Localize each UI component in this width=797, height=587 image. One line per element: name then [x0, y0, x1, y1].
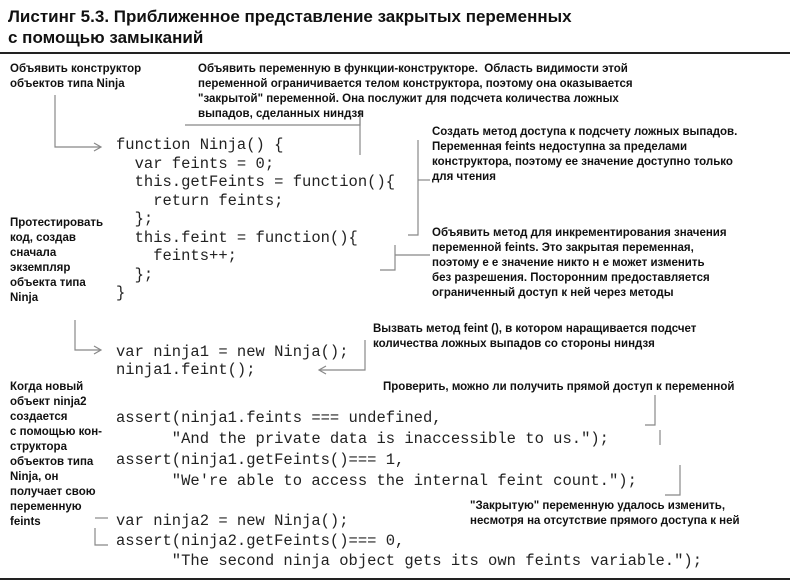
annotation-call-feint: Вызвать метод feint (), в котором наращивается подсчет количества ложных выпадов со стороны ниндзя — [373, 323, 697, 350]
annotation-declare-variable: Объявить переменную в функции-конструкторе. Область видимости этой переменной ограничивается телом конструктора, поэтому она оказывается "закрытой" переменной. Она послужит для подсчета количества ложных выпадов, сделанных ниндзя — [198, 63, 633, 120]
code-create-ninja1-block: var ninja1 = new Ninja(); ninja1.feint(); — [116, 343, 349, 379]
code-assert-block: assert(ninja1.feints === undefined, "And the private data is inaccessible to us."); assert(ninja1.getFeints()=== 1, "We're able to access the internal feint count."); — [116, 409, 637, 490]
annotation-new-ninja2: Когда новый объект ninja2 создается с помощью кон- структора объектов типа Ninja, он получает свою переменную feints — [10, 381, 102, 528]
listing-title-line-1: Листинг 5.3. Приближенное представление закрытых переменных — [8, 7, 572, 26]
code-ninja2-block: var ninja2 = new Ninja(); assert(ninja2.getFeints()=== 0, "The second ninja object gets its own feints variable."); — [116, 512, 702, 570]
annotation-increment-method: Объявить метод для инкрементирования значения переменной feints. Это закрытая переменная, поэтому е е значение никто н е может изменить без разрешения. Посторонним предоставляется ограниченный доступ к ней через методы — [432, 227, 727, 299]
annotation-check-direct-access: Проверить, можно ли получить прямой доступ к переменной — [383, 381, 735, 393]
annotation-changed-private: "Закрытую" переменную удалось изменить, несмотря на отсутствие прямого доступа к ней — [470, 500, 740, 527]
code-constructor-block: function Ninja() { var feints = 0; this.getFeints = function(){ return feints; }; this.feint = function(){ feints++; }; } — [116, 136, 396, 302]
annotation-declare-constructor: Объявить конструктор объектов типа Ninja — [10, 63, 142, 90]
annotation-test-code: Протестировать код, создав сначала экземпляр объекта типа Ninja — [10, 217, 104, 304]
annotation-accessor-method: Создать метод доступа к подсчету ложных выпадов. Переменная feints недоступна за пределами конструктора, поэтому ее значение доступно только для чтения — [432, 126, 738, 183]
listing-title-line-2: с помощью замыканий — [8, 28, 204, 47]
